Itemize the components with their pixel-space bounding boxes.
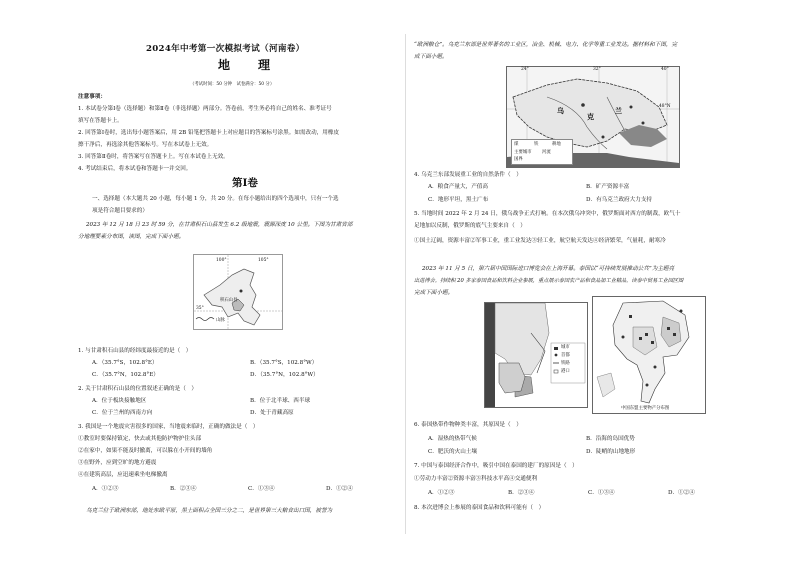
china-asean-products-map — [592, 296, 706, 414]
question-stem: 6. 泰国热带作物种类丰富，其原因是（ ） — [414, 422, 522, 428]
intro-passage: 分地理要素分布图，读图，完成下面小题。 — [78, 234, 185, 240]
question-stem: 4. 乌克兰东部发展重工业的自然条件（ ） — [414, 172, 522, 178]
note-line: 填写在答题卡上。 — [78, 118, 123, 124]
longitude-label: 100° — [216, 258, 227, 263]
option[interactable]: B．②③④ — [170, 486, 197, 492]
option[interactable]: D．处于青藏高原 — [250, 410, 294, 416]
intro-passage: 2023 年 12 月 18 日 23 时 59 分，在甘肃积石山县发生 6.2 级地震，震源深度 10 公里。下图为甘肃省部 — [86, 222, 353, 228]
legend-item: 河流 — [542, 150, 551, 155]
latitude-label: 35° — [196, 306, 204, 311]
note-line: 擦干净后，再选涂其他答案标号。写在本试卷上无效。 — [78, 142, 213, 148]
option[interactable]: C．地形平坦，黑土广布 — [428, 197, 489, 203]
question-stem: 5. 当地时间 2022 年 2 月 24 日，俄乌战争正式打响。在本次俄乌冲突中，俄罗斯面对西方的制裁，欧气十 — [414, 211, 681, 217]
option[interactable]: C．肥沃的火山土壤 — [428, 449, 478, 455]
longitude-label: 105° — [258, 258, 269, 263]
legend-item: 煤 — [514, 142, 519, 147]
option[interactable]: B．沿海的岛国优势 — [586, 436, 635, 442]
option[interactable]: D．①②④ — [326, 486, 353, 492]
statement: ①劳动力丰富②资源丰富③科技水平高④交通便利 — [414, 476, 538, 482]
exam-title: 2024年中考第一次模拟考试（河南卷） — [146, 44, 305, 54]
ukraine-passage-cont: 成下面小题。 — [414, 54, 448, 60]
option[interactable]: A．位于板块接触地区 — [92, 398, 147, 404]
legend-item: 城市 — [561, 345, 570, 350]
thai-industrial-park-map — [484, 302, 588, 408]
expo-passage: 完成下面小题。 — [414, 290, 454, 296]
map-caption: 中国东盟主要物产分布图 — [621, 406, 670, 411]
legend-item: 耕地 — [552, 142, 561, 147]
option[interactable]: D．有乌克兰政府大力支持 — [586, 197, 653, 203]
mountain-legend: 山脉 — [216, 318, 225, 323]
option[interactable]: A．粮食产量大，产值高 — [428, 184, 488, 190]
question-stem: 1. 与甘肃积石山县的经纬度最接近的是（ ） — [78, 348, 192, 354]
longitude-label: 40° — [661, 67, 669, 72]
question-stem: 7. 中国与泰国经济合作中，吸引中国在泰国的建厂的原因是（ ） — [414, 463, 578, 469]
option[interactable]: D．（35.7°N，102.8°W） — [250, 372, 319, 378]
option[interactable]: C．位于兰州的西南方向 — [92, 410, 153, 416]
option[interactable]: C．①③④ — [248, 486, 275, 492]
section-instruction: 项是符合题目要求的） — [92, 208, 148, 214]
option[interactable]: B．矿产资源丰富 — [586, 184, 630, 190]
notes-heading: 注意事项： — [78, 94, 106, 100]
statement: ④在建筑高层，应迅速乘坐电梯撤离 — [78, 472, 168, 478]
map-label-ke: 克 — [587, 112, 594, 121]
latitude-label: 48°N — [659, 104, 671, 109]
statement: ②在家中，如果不能及时撤离，可以躲在小开间的墙角 — [78, 448, 213, 454]
longitude-label: 24° — [521, 67, 529, 72]
legend-item: 港口 — [561, 369, 570, 374]
option[interactable]: C．①③④ — [588, 490, 615, 496]
exam-meta: （考试时间：50 分钟 试卷满分：50 分） — [190, 82, 275, 87]
statement: ①教室时要保持镇定，快去或其他防护物护住头部 — [78, 436, 202, 442]
ukraine-passage-cont: “欧洲粮仓”。乌克兰东部是世界著名的工业区，冶金、机械、电力、化学等重工业发达。据材料和下图，完 — [414, 42, 678, 48]
note-line: 1. 本试卷分第Ⅰ卷（选择题）和第Ⅱ卷（非选择题）两部分。答卷前，考生务必将自己的姓名、准考证号 — [78, 106, 332, 112]
part1-title: 第Ⅰ卷 — [232, 177, 258, 189]
option[interactable]: D．陡峭的山地地形 — [586, 449, 636, 455]
option[interactable]: D．①②④ — [668, 490, 695, 496]
longitude-label: 32° — [593, 67, 601, 72]
ukraine-map — [506, 66, 680, 168]
legend-item: 国界 — [514, 157, 523, 162]
statement: ③在野外，应到空旷的地方避震 — [78, 460, 157, 466]
map-legend — [511, 139, 573, 165]
option[interactable]: A．①②③ — [428, 490, 455, 496]
option[interactable]: A．①②③ — [92, 486, 119, 492]
expo-passage: 出进博会。持续积 20 多家泰国食品和饮料企业参展，重点展示泰国农产品和食品加工业精品。读泰中贸易工业园区图 — [414, 278, 684, 284]
option[interactable]: B．②③④ — [508, 490, 535, 496]
gansu-map — [193, 254, 283, 330]
legend-item: 铁 — [534, 142, 539, 147]
question-stem: 3. 我国是一个地震灾害很多的国家，当地震来临时，正确的做法是（ ） — [78, 424, 259, 430]
map-label-lan: 兰 — [615, 106, 622, 115]
column-divider — [405, 34, 406, 534]
option[interactable]: A．（35.7°S，102.8°E） — [92, 360, 158, 366]
note-line: 3. 回答第Ⅱ卷时，将答案写在答题卡上。写在本试卷上无效。 — [78, 154, 229, 160]
legend-item: 首都 — [561, 353, 570, 358]
question-stem: 2. 关于甘肃积石山县的位置叙述正确的是（ ） — [78, 386, 197, 392]
county-label: 积石山县 — [220, 298, 238, 303]
note-line: 4. 考试结束后，将本试卷和答题卡一并交回。 — [78, 166, 192, 172]
map-label-wu: 乌 — [557, 106, 564, 115]
note-line: 2. 回答第Ⅰ卷时，选出每小题答案后，用 2B 铅笔把答题卡上对应题目的答案标号涂黑。如需改动，用橡皮 — [78, 130, 340, 136]
ukraine-passage: 乌克兰位于欧洲东部，地处东欧平原，黑土面积占全国三分之二，是世界第三大粮食出口国，被誉为 — [86, 508, 333, 514]
question-stem: 足地加以反制，俄罗斯的底气主要来自（ ） — [414, 223, 526, 229]
option[interactable]: A．湿热的热带气候 — [428, 436, 477, 442]
legend-item: 铁路 — [561, 361, 570, 366]
statement: ①国土辽阔，资源丰富②军事工业，重工业发达③轻工业，航空航天发达④经济繁荣，气量耗，耐寒冷 — [414, 238, 666, 244]
option[interactable]: B．位于北半球、西半球 — [250, 398, 311, 404]
subject-title: 地 理 — [218, 58, 279, 72]
option[interactable]: C．（35.7°N，102.8°E） — [92, 372, 159, 378]
option[interactable]: B．（35.7°S，102.8°W） — [250, 360, 318, 366]
section-instruction: 一、选择题（本大题共 20 小题，每小题 1 分，共 20 分。在每小题给出的四个选项中，只有一个选 — [92, 196, 339, 202]
legend-item: 主要城市 — [514, 150, 532, 155]
expo-passage: 2023 年 11 月 5 日，第六届中国国际进口博览会在上海开幕。泰国以“可持续发展推动公共”为主题亮 — [422, 266, 675, 272]
question-stem: 8. 本次进博会上参展的泰国食品和饮料可能有（ ） — [414, 505, 545, 511]
